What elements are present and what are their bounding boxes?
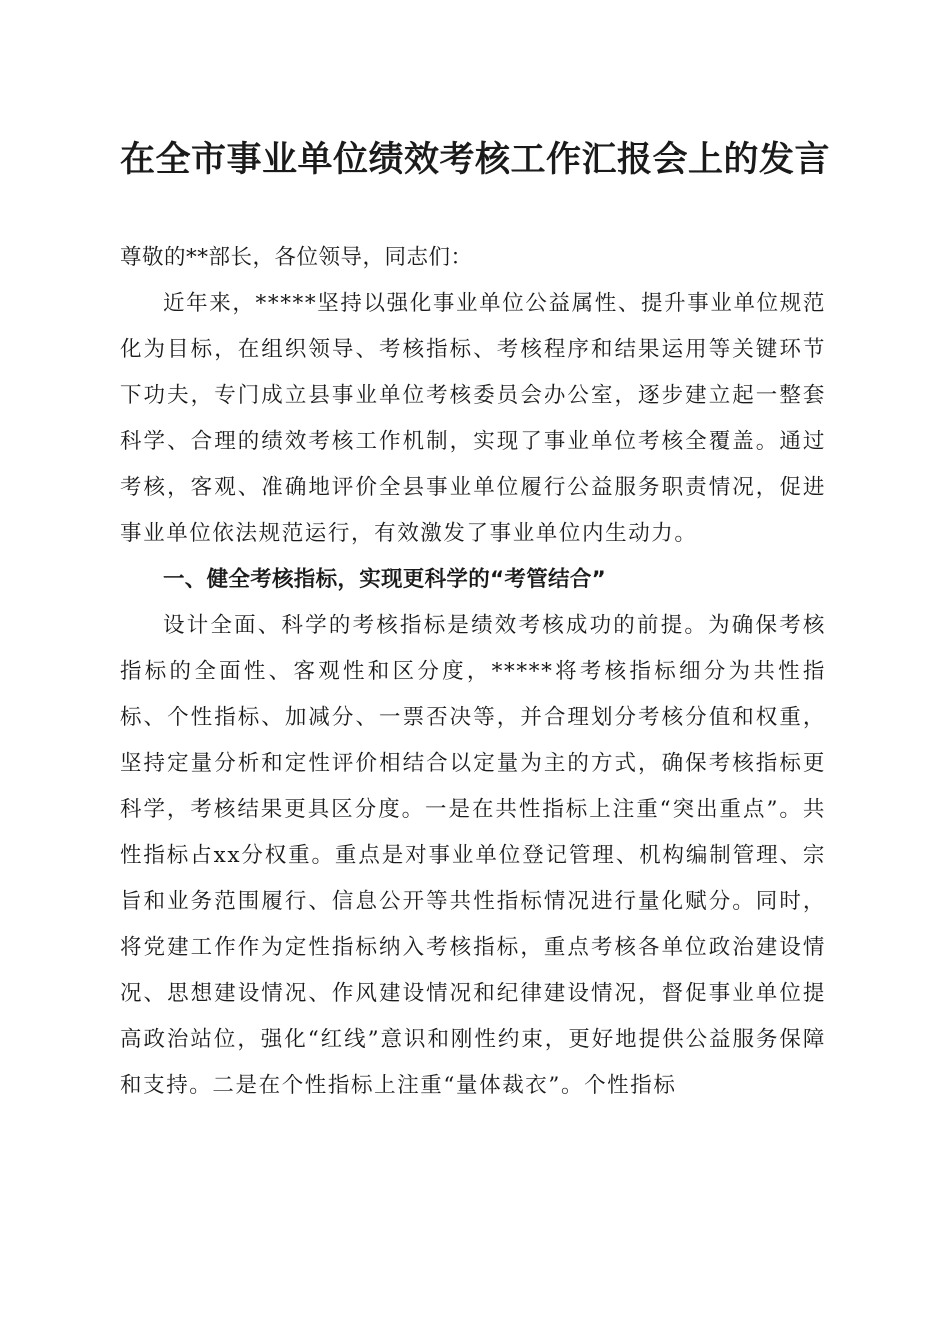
document-body [120, 235, 826, 1109]
intro-paragraph: 近年来，*****坚持以强化事业单位公益属性、提升事业单位规范化为目标，在组织领导、考核指标、考核程序和结果运用等关键环节下功夫，专门成立县事业单位考核委员会办公室，逐步建立起一整套科学、合理的绩效考核工作机制，实现了事业单位考核全覆盖。通过考核，客观、准确地评价全县事业单位履行公益服务职责情况，促进事业单位依法规范运行，有效激发了事业单位内生动力。 [120, 291, 826, 546]
salutation: 尊敬的**部长，各位领导，同志们： [120, 245, 473, 270]
section-1-paragraph: 设计全面、科学的考核指标是绩效考核成功的前提。为确保考核指标的全面性、客观性和区分度，*****将考核指标细分为共性指标、个性指标、加减分、一票否决等，并合理划分考核分值和权重，坚持定量分析和定性评价相结合以定量为主的方式，确保考核指标更科学，考核结果更具区分度。一是在共性指标上注重“突出重点”。共性指标占xx分权重。重点是对事业单位登记管理、机构编制管理、宗旨和业务范围履行、信息公开等共性指标情况进行量化赋分。同时，将党建工作作为定性指标纳入考核指标，重点考核各单位政治建设情况、思想建设情况、作风建设情况和纪律建设情况，督促事业单位提高政治站位，强化“红线”意识和刚性约束，更好地提供公益服务保障和支持。二是在个性指标上注重“量体裁衣”。个性指标 [120, 613, 826, 1098]
section-heading-1: 一、健全考核指标，实现更科学的“考管结合” [163, 567, 607, 592]
document-title: 在全市事业单位绩效考核工作汇报会上的发言 [119, 139, 830, 180]
